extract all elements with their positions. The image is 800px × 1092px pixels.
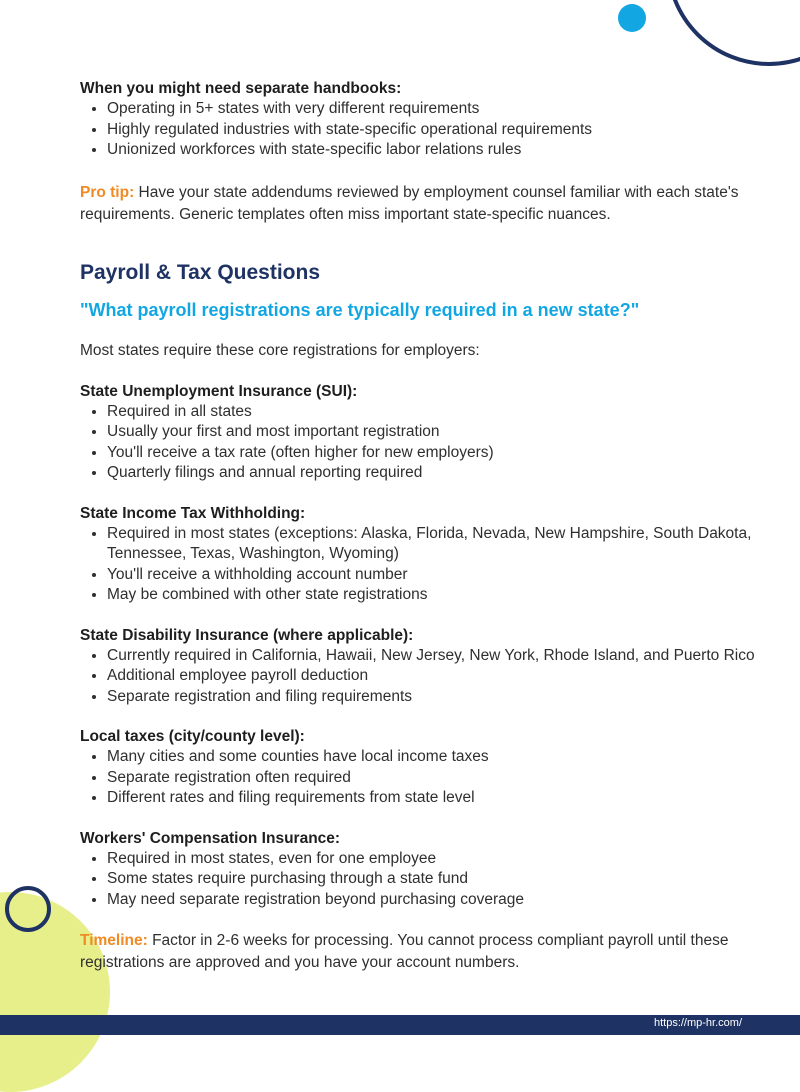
registration-group: [80, 726, 760, 809]
group-label: State Disability Insurance (where applicable):: [80, 626, 414, 644]
pro-tip-label: Pro tip:: [80, 183, 135, 201]
timeline-paragraph: [80, 930, 760, 974]
section-title: Payroll & Tax Questions: [80, 260, 321, 284]
timeline-text: Factor in 2-6 weeks for processing. You cannot process compliant payroll until these registrations are approved and you have your account numbers.: [80, 932, 729, 971]
list-item: • You'll receive a tax rate (often higher for new employers): [107, 443, 760, 464]
group-label: Local taxes (city/county level):: [80, 728, 305, 745]
registration-group: [80, 381, 760, 484]
group-list: [80, 747, 760, 809]
pro-tip-text: Have your state addendums reviewed by employment counsel familiar with each state's requirements. Generic templates often miss important state-specific nuances.: [80, 183, 739, 223]
list-item: • Highly regulated industries with state-specific operational requirements: [107, 120, 760, 141]
group-list: [80, 524, 760, 606]
section-intro: Most states require these core registrations for employers:: [80, 341, 480, 359]
page-content: [80, 78, 760, 974]
group-list: [80, 402, 760, 484]
handbooks-label: When you might need separate handbooks:: [80, 80, 402, 97]
group-label: State Unemployment Insurance (SUI):: [80, 382, 358, 400]
registration-group: [80, 503, 760, 606]
list-item: • Required in most states (exceptions: Alaska, Florida, Nevada, New Hampshire, South Dakota, Tennessee, Texas, Washington, Wyoming): [107, 524, 760, 565]
section-question: "What payroll registrations are typically required in a new state?": [80, 299, 640, 320]
footer-url-link[interactable]: https://mp-hr.com/: [653, 1017, 742, 1029]
list-item: • Usually your first and most important registration: [107, 422, 760, 443]
list-item: • Many cities and some counties have local income taxes: [107, 747, 760, 768]
footer-bar: [0, 1015, 800, 1035]
list-item: • Required in all states: [107, 402, 760, 423]
decorative-blue-dot: [618, 4, 646, 32]
decorative-ring-top-right: [666, 0, 800, 66]
handbooks-list: [80, 99, 760, 161]
list-item: • Separate registration often required: [107, 768, 760, 789]
group-list: [80, 849, 760, 911]
registration-group: [80, 828, 760, 911]
list-item: • Required in most states, even for one employee: [107, 849, 760, 870]
list-item: • You'll receive a withholding account number: [107, 565, 760, 586]
list-item: • Quarterly filings and annual reporting required: [107, 463, 760, 484]
list-item: • May be combined with other state registrations: [107, 585, 760, 606]
decorative-ring-bottom-left: [5, 886, 51, 932]
pro-tip-paragraph: [80, 182, 760, 226]
list-item: • Different rates and filing requirements from state level: [107, 788, 760, 809]
list-item: • Additional employee payroll deduction: [107, 666, 760, 687]
list-item: • May need separate registration beyond purchasing coverage: [107, 890, 760, 911]
list-item: • Operating in 5+ states with very different requirements: [107, 99, 760, 120]
group-label: State Income Tax Withholding:: [80, 504, 306, 522]
list-item: • Separate registration and filing requirements: [107, 687, 760, 708]
group-label: Workers' Compensation Insurance:: [80, 829, 341, 847]
timeline-label: Timeline:: [80, 932, 148, 949]
group-list: [80, 646, 760, 708]
registration-group: [80, 625, 760, 708]
list-item: • Unionized workforces with state-specific labor relations rules: [107, 140, 760, 161]
list-item: • Some states require purchasing through a state fund: [107, 869, 760, 890]
list-item: • Currently required in California, Hawaii, New Jersey, New York, Rhode Island, and Puerto Rico: [107, 646, 760, 667]
